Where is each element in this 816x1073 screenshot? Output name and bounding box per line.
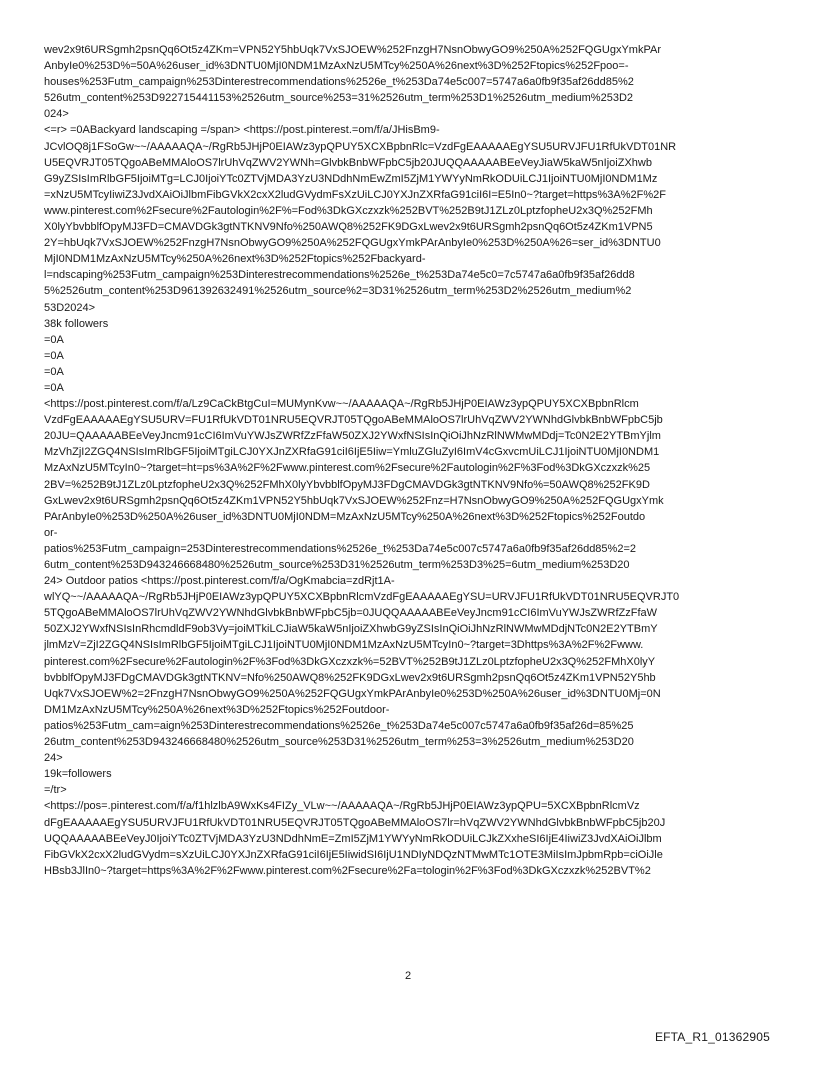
text-line: AnbyIe0%253D%=50A%26user_id%3DNTU0MjI0NDM1MzAxNzU5MTcy%250A%26next%3D%252Ftopics%252Fpoo=-	[44, 60, 629, 73]
text-line: Uqk7VxSJOEW%2=2FnzgH7NsnObwyGO9%250A%252FQGUgxYmkPArAnbyIe0%253D%250A%26user_id%3DNTU0Mj=0N	[44, 687, 661, 700]
text-line: JCvlOQ8j1FSoGw~~/AAAAAQA~/RgRb5JHjP0EIAWz3ypQPUY5XCXBpbnRlc=VzdFgEAAAAAEgYSU5URVJFU1RfUkVDT01NR	[44, 140, 677, 153]
text-line: wev2x9t6URSgmh2psnQq6Ot5z4ZKm=VPN52Y5hbUqk7VxSJOEW%252FnzgH7NsnObwyGO9%250A%252FQGUgxYmkPAr	[44, 44, 661, 56]
text-line: 24> Outdoor patios <https://post.pinterest.com/f/a/OgKmabcia=zdRjt1A-	[44, 575, 395, 588]
text-line: dFgEAAAAAEgYSU5URVJFU1RfUkVDT01NRU5EQVRJT05TQgoABeMMAloOS7lr=hVqZWV2YWNhdGlvbkBnbWFpbC5jb20J	[44, 816, 666, 829]
bates-number: EFTA_R1_01362905	[654, 1030, 770, 1044]
text-line: <https://pos=.pinterest.com/f/a/f1hlzlbA9WxKs4FIZy_VLw~~/AAAAAQA~/RgRb5JHjP0EIAWz3ypQPU=5XCXBpbnRlcmVz	[44, 800, 640, 813]
text-line: MzAxNzU5MTcyIn0~?target=ht=ps%3A%2F%2Fwww.pinterest.com%2Fsecure%2Fautologin%2F%3Fod%3DkGXczxzk%25	[44, 462, 651, 475]
text-line: 24>	[44, 752, 63, 765]
text-line: X0lyYbvbblfOpyMJ3FD=CMAVDGk3gtNTKNV9Nfo%250AWQ8%252FK9DGxLwev2x9t6URSgmh2psnQq6Ot5z4ZKm1VPN5	[44, 221, 653, 234]
text-line: 024>	[44, 108, 69, 121]
text-line: G9yZSIsImRlbGF5IjoiMTg=LCJ0IjoiYTc0ZTVjMDA3YzU3NDdhNmEwZmI5ZjM1YWYyNmRkODUiLCJ1IjoiNTU0MjI0NDM1Mz	[44, 172, 658, 185]
text-line: www.pinterest.com%2Fsecure%2Fautologin%2F%=Fod%3DkGXczxzk%252BVT%252B9tJ1ZLz0LptzfopheU2x3Q%252FMh	[44, 204, 653, 217]
text-line: U5EQVRJT05TQgoABeMMAloOS7lrUhVqZWV2YWNh=GlvbkBnbWFpbC5jb20JUQQAAAAABEeVeyJiaW5kaW5nIjoiZXhwb	[44, 156, 652, 169]
text-line: 53D2024>	[44, 301, 96, 314]
text-line: 526utm_content%253D922715441153%2526utm_source%253=31%2526utm_term%253D1%2526utm_medium%253D2	[44, 92, 634, 105]
text-line: =xNzU5MTcyIiwiZ3JvdXAiOiJlbmFibGVkX2cxX2ludGVydmFsXzUiLCJ0YXJnZXRfaG91ciI6I=E5In0~?target=https%3A%2F%2F	[44, 188, 666, 201]
text-line: 2BV=%252B9tJ1ZLz0LptzfopheU2x3Q%252FMhX0lyYbvbblfOpyMJ3FDgCMAVDGk3gtNTKNV9Nfo%=50AWQ8%252FK9D	[44, 478, 650, 491]
email-body-text	[44, 42, 774, 879]
text-line: 38k followers	[44, 317, 109, 330]
text-line: 50ZXJ2YWxfNSIsInRhcmdldF9ob3Vy=joiMTkiLCJiaW5kaW5nIjoiZXhwbG9yZSIsInQiOiJhNzRlNWMwMDdjNTc0N2E2YTBmY	[44, 623, 658, 636]
text-line: <https://post.pinterest.com/f/a/Lz9CaCkBtgCuI=MUMynKvw~~/AAAAAQA~/RgRb5JHjP0EIAWz3ypQPUY5XCXBpbnRlcm	[44, 398, 639, 411]
text-line: 26utm_content%253D943246668480%2526utm_source%253D31%2526utm_term%253=3%2526utm_medium%253D20	[44, 736, 634, 749]
text-line: =0A	[44, 333, 64, 346]
text-line: 5TQgoABeMMAloOS7lrUhVqZWV2YWNhdGlvbkBnbWFpbC5jb=0JUQQAAAAABEeVeyJncm91cCI6ImVuYWJsZWRfZzFfaW	[44, 607, 658, 620]
text-line: patios%253Futm_cam=aign%253Dinterestrecommendations%2526e_t%253Da74e5c007c5747a6a0fb9f35af26d=85%25	[44, 719, 634, 732]
text-line: wlYQ~~/AAAAAQA~/RgRb5JHjP0EIAWz3ypQPUY5XCXBpbnRlcmVzdFgEAAAAAEgYSU=URVJFU1RfUkVDT01NRU5EQVRJT0	[44, 591, 680, 604]
text-line: 2Y=hbUqk7VxSJOEW%252FnzgH7NsnObwyGO9%250A%252FQGUgxYmkPArAnbyIe0%253D%250A%26=ser_id%3DNTU0	[44, 237, 661, 250]
text-line: PArAnbyIe0%253D%250A%26user_id%3DNTU0MjI0NDM=MzAxNzU5MTcy%250A%26next%3D%252Ftopics%252Foutdo	[44, 510, 646, 523]
text-line: UQQAAAAABEeVeyJ0IjoiYTc0ZTVjMDA3YzU3NDdhNmE=ZmI5ZjM1YWYyNmRkODUiLCJkZXxheSI6IjE4IiwiZ3JvdXAiOiJlbm	[44, 832, 662, 845]
text-line: MjI0NDM1MzAxNzU5MTcy%250A%26next%3D%252Ftopics%252Fbackyard-	[44, 253, 426, 266]
text-line: patios%253Futm_campaign=253Dinterestrecommendations%2526e_t%253Da74e5c007c5747a6a0fb9f35af26dd85%2=2	[44, 542, 636, 555]
text-line: DM1MzAxNzU5MTcy%250A%26next%3D%252Ftopics%252Foutdoor-	[44, 703, 390, 716]
text-line: HBsb3JlIn0~?target=https%3A%2F%2Fwww.pinterest.com%2Fsecure%2Fa=tologin%2F%3Fod%3DkGXczxzk%252BVT%2	[44, 864, 651, 877]
text-line: GxLwev2x9t6URSgmh2psnQq6Ot5z4ZKm1VPN52Y5hbUqk7VxSJOEW%252Fnz=H7NsnObwyGO9%250A%252FQGUgxYmk	[44, 494, 664, 507]
text-line: pinterest.com%2Fsecure%2Fautologin%2F%3Fod%3DkGXczxzk%=52BVT%252B9tJ1ZLz0LptzfopheU2x3Q%252FMhX0lyY	[44, 655, 656, 668]
text-line: MzVhZjI2ZGQ4NSIsImRlbGF5IjoiMTgiLCJ0YXJnZXRfaG91ciI6IjE5Iiw=YmluZGluZyI6ImV4cGxvcmUiLCJ1IjoiNTU0MjI0NDM1	[44, 446, 660, 459]
text-line: =0A	[44, 365, 64, 378]
text-line: =0A	[44, 349, 64, 362]
text-line: FibGVkX2cxX2ludGVydm=sXzUiLCJ0YXJnZXRfaG91ciI6IjE5IiwidSI6IjU1NDIyNDQzNTMwMTc1OTE3MiIsImJpbmRpb=ciOiJle	[44, 848, 663, 861]
text-line: <=r> =0ABackyard landscaping =/span> <https://post.pinterest.=om/f/a/JHisBm9-	[44, 124, 440, 137]
text-line: =/tr>	[44, 784, 67, 797]
text-line: 20JU=QAAAAABEeVeyJncm91cCI6ImVuYWJsZWRfZzFfaW50ZXJ2YWxfNSIsInQiOiJhNzRlNWMwMDdj=Tc0N2E2YTBmYjlm	[44, 430, 661, 443]
page-number: 2	[404, 970, 412, 982]
text-line: 6utm_content%253D943246668480%2526utm_source%253D31%2526utm_term%253D3%25=6utm_medium%253D20	[44, 559, 630, 571]
text-line: 5%2526utm_content%253D961392632491%2526utm_source%2=3D31%2526utm_term%253D2%2526utm_medium%2	[44, 285, 632, 298]
text-line: bvbblfOpyMJ3FDgCMAVDGk3gtNTKNV=Nfo%250AWQ8%252FK9DGxLwev2x9t6URSgmh2psnQq6Ot5z4ZKm1VPN52Y5hb	[44, 671, 656, 684]
text-line: houses%253Futm_campaign%253Dinterestrecommendations%2526e_t%253Da74e5c007=5747a6a0fb9f35af26dd85%2	[44, 76, 634, 89]
text-line: l=ndscaping%253Futm_campaign%253Dinterestrecommendations%2526e_t%253Da74e5c0=7c5747a6a0fb9f35af26dd8	[44, 269, 635, 282]
text-line: jlmMzV=ZjI2ZGQ4NSIsImRlbGF5IjoiMTgiLCJ1IjoiNTU0MjI0NDM1MzAxNzU5MTcyIn0~?target=3Dhttps%3A%2F%2Fwww.	[44, 639, 644, 652]
text-line: or-	[44, 526, 58, 539]
text-line: =0A	[44, 381, 64, 394]
text-line: 19k=followers	[44, 768, 112, 781]
text-line: VzdFgEAAAAAEgYSU5URV=FU1RfUkVDT01NRU5EQVRJT05TQgoABeMMAloOS7lrUhVqZWV2YWNhdGlvbkBnbWFpbC5jb	[44, 414, 663, 427]
